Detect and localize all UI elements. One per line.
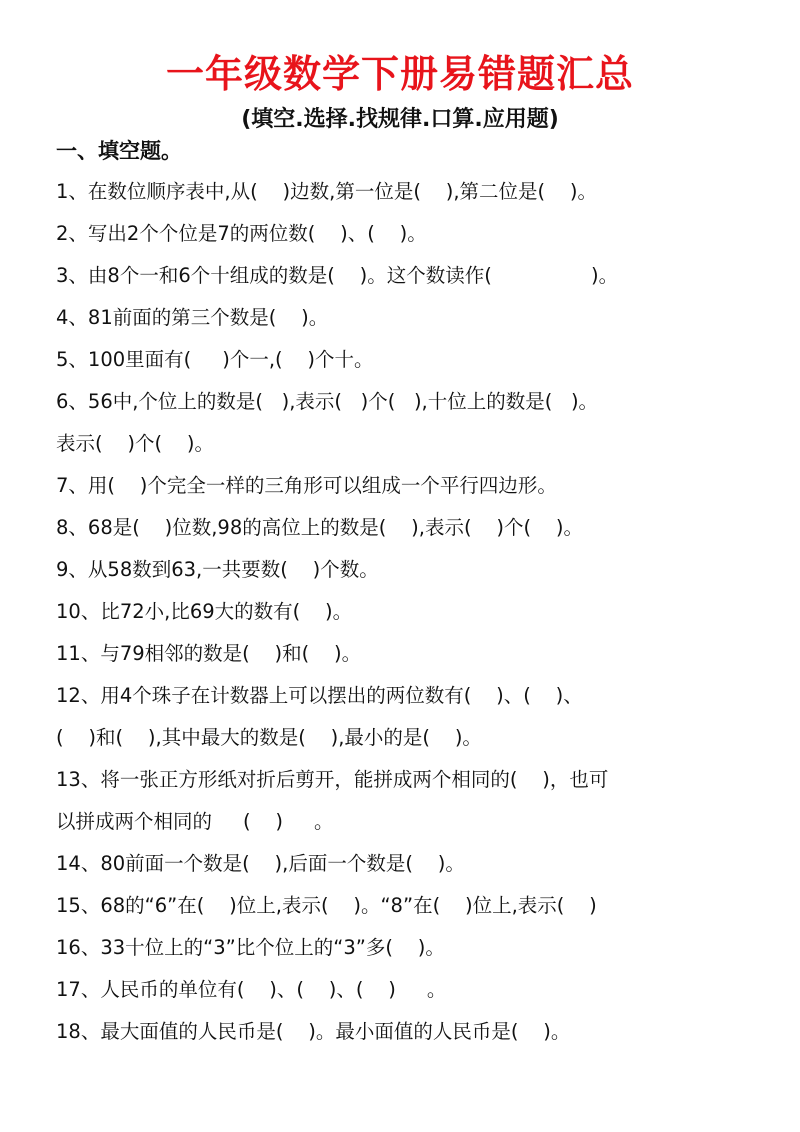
question-line: 18、最大面值的人民币是( )。最小面值的人民币是( )。 (56, 1020, 571, 1043)
question-line: 14、80前面一个数是( ),后面一个数是( )。 (56, 852, 465, 875)
page-title: 一年级数学下册易错题汇总 (165, 52, 634, 96)
question-line: 16、33十位上的“3”比个位上的“3”多( )。 (56, 936, 445, 959)
question-line: 11、与79相邻的数是( )和( )。 (56, 642, 362, 665)
question-line: 5、100里面有( )个一,( )个十。 (56, 348, 374, 371)
question-line: 4、81前面的第三个数是( )。 (56, 306, 329, 329)
question-line: 7、用( )个完全一样的三角形可以组成一个平行四边形。 (56, 474, 557, 497)
question-line: 13、将一张正方形纸对折后剪开，能拼成两个相同的( )，也可 (56, 768, 609, 791)
question-line-continuation: 以拼成两个相同的 ( ) 。 (56, 810, 334, 833)
question-line: 1、在数位顺序表中,从( )边数,第一位是( ),第二位是( )。 (56, 180, 598, 203)
section-heading: 一、填空题。 (56, 139, 182, 163)
question-line: 15、68的“6”在( )位上,表示( )。“8”在( )位上,表示( ) (56, 894, 597, 917)
question-line: 6、56中,个位上的数是( ),表示( )个( ),十位上的数是( )。 (56, 390, 599, 413)
question-line: 2、写出2个个位是7的两位数( )、( )。 (56, 222, 427, 245)
question-line: 17、人民币的单位有( )、( )、( ) 。 (56, 978, 447, 1001)
question-line: 9、从58数到63,一共要数( )个数。 (56, 558, 379, 581)
question-line: 12、用4个珠子在计数器上可以摆出的两位数有( )、( )、 (56, 684, 583, 707)
question-line: 10、比72小,比69大的数有( )。 (56, 600, 353, 623)
question-line-continuation: ( )和( ),其中最大的数是( ),最小的是( )。 (56, 726, 482, 749)
page-subtitle: (填空.选择.找规律.口算.应用题) (241, 107, 559, 132)
question-line: 3、由8个一和6个十组成的数是( )。这个数读作( )。 (56, 264, 619, 287)
question-line-continuation: 表示( )个( )。 (56, 432, 215, 455)
question-line: 8、68是( )位数,98的高位上的数是( ),表示( )个( )。 (56, 516, 583, 539)
